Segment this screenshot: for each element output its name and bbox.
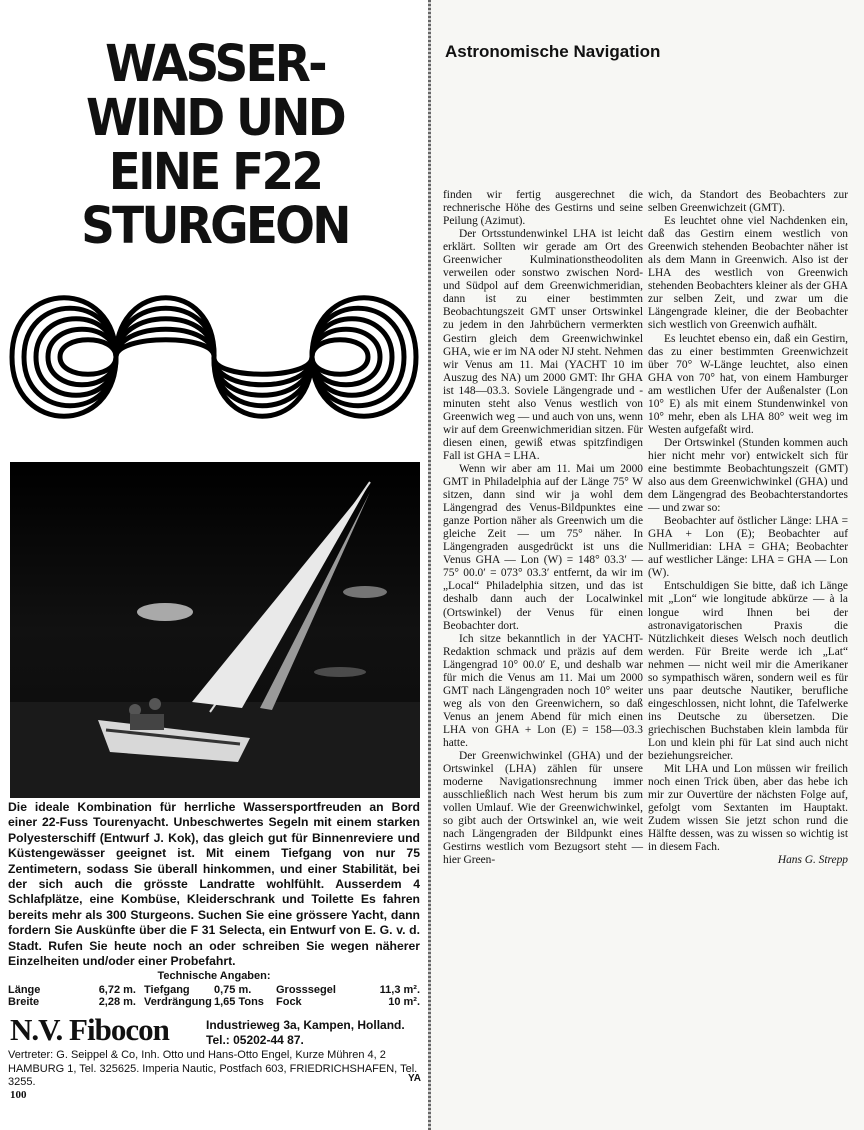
headline-line-3: EINE F22 <box>108 143 322 202</box>
paragraph: Es leuchtet ohne viel Nachdenken ein, daß das Gestirn einem westlich von Greenwich stehenden Beobachter näher ist als dem Mann in Greenwich. Also ist der LHA des westlich von Greenwich stehenden Beobachters kleiner als der GHA zur selben Zeit, und zwar um die Längengrade kleiner, die der Beobachter sich westlich von Greenwich aufhält. <box>648 215 848 332</box>
author-signature: Hans G. Strepp <box>777 854 848 867</box>
table-row <box>8 984 420 996</box>
paragraph: Der Greenwichwinkel (GHA) und der Ortswinkel (LHA) zählen für unsere moderne Navigationsrechnung immer ausschließlich nach West herum bis zum vollen Umlauf. Wie der Greenwichwinkel, so gibt auch der Ortswinkel an, wie weit nach Längengraden der Bildpunkt eines Gestirns westlich vom Bezugsort steht — hier Green- <box>443 750 643 867</box>
advert-headline <box>30 35 400 256</box>
brand-phone: Tel.: 05202-44 87. <box>206 1033 304 1047</box>
paragraph: Der Ortsstundenwinkel LHA ist leicht erklärt. Sollten wir gerade am Ort des Greenwicher Kulminationstheodoliten verweilen oder sonstwo zwischen Nord- und Südpol auf dem Greenwichmeridian, dann ist zu einer bestimmten Beobachtungszeit GMT unser Ortswinkel zu jedem in den Jahrbüchern vermerkten Gestirn gleich dem Greenwichwinkel GHA, wie er im NA oder NJ steht. Nehmen wir Venus am 11. Mai (YACHT 10 im Auszug des NA) um 2000 GMT: Ihr GHA ist 148—03.3. Soviele Längengrade und -minuten steht also Venus westlich von Greenwich weg — und auch von uns, wenn wir auf dem Greenwichmeridian sitzen. Für diesen einen, gewiß etwas spitzfindigen Fall ist GHA = LHA. <box>443 228 643 462</box>
paragraph: finden wir fertig ausgerechnet die rechnerische Höhe des Gestirns und seine Peilung (Azimut). <box>443 189 643 228</box>
spec-value: 0,75 m. <box>214 984 252 996</box>
spec-value: 10 m². <box>388 996 420 1008</box>
headline-line-4: STURGEON <box>81 197 349 256</box>
sailboat-photo <box>10 462 420 798</box>
advert-description: Die ideale Kombination für herrliche Wassersportfreuden an Bord einer 22-Fuss Tourenyacht. Unbeschwertes Segeln mit einem starken Polyesterschiff (Entwurf J. Kok), das gleich gut für Binnenreviere und Küstengewässer geeignet ist. Mit einem Tiefgang von nur 75 Zentimetern, sodass Sie überall hinkommen, und einer Stabilität, bei der sich auch die grösste Landratte wohlfühlt. Ausserdem 4 Schlafplätze, eine Kombüse, Kleiderschrank und Toilette Es fahren bereits mehr als 300 Sturgeons. Suchen Sie eine grössere Yacht, dann fordern Sie Auskünfte über die F 31 Selecta, ein Entwurf von E. G. v. d. Stadt. Rufen Sie heute noch an oder schreiben Sie wegen näherer Einzelheiten und/oder einer Probefahrt. <box>8 800 420 969</box>
spec-value: 2,28 m. <box>98 996 136 1008</box>
headline-line-2: WIND UND <box>85 89 345 148</box>
paragraph: Entschuldigen Sie bitte, daß ich Länge mit „Lon“ wie longitude abkürze — à la longue wird Ihnen bei der astronavigatorischen Praxis die Nützlichkeit dieses Welsch noch deutlich werden. Für Breite werde ich „Lat“ nehmen — nicht weil mir die Amerikaner so sympathisch wären, sondern weil es für uns paar deutsche Nautiker, berufliche eingeschlossen, nicht lohnt, die Tafelwerke ins Deutsche zu übersetzen. Die griechischen Buchstaben klein lambda für Lon und klein phi für Lat sind auch nicht beziehungsreicher. <box>648 580 848 763</box>
spec-label: Länge <box>8 984 41 996</box>
article-column-1 <box>443 189 643 867</box>
section-title: Astronomische Navigation <box>445 42 661 61</box>
page-gutter <box>428 0 431 1130</box>
paragraph: Ich sitze bekanntlich in der YACHT-Redaktion schmack und präzis auf dem Längengrad 10° 00.0′ E, und deshalb war für mich die Venus am 11. Mai um 2000 GMT nach Längengraden noch 10° weiter weg als von den Greenwichern, so daß Venus an jenem Abend für mich einen LHA von GHA + Lon (E) = 158—03.3 hatte. <box>443 632 643 749</box>
brand-address: Industrieweg 3a, Kampen, Holland. <box>206 1018 405 1032</box>
spec-label: Grosssegel <box>276 984 336 996</box>
tech-specs-title: Technische Angaben: <box>157 970 271 982</box>
spec-value: 11,3 m². <box>379 984 420 996</box>
spec-label: Verdrängung <box>144 996 212 1008</box>
brand-name: N.V. Fibocon <box>10 1012 169 1047</box>
paragraph: Der Ortswinkel (Stunden kommen auch hier nicht mehr vor) entwickelt sich für eine bestimmte Beobachtungszeit (GMT) also aus dem Greenwichwinkel (GHA) und dem Längengrad des Beobachterstandortes — und zwar so: <box>648 436 848 515</box>
infinity-stripes-logo <box>8 258 420 456</box>
paragraph: Wenn wir aber am 11. Mai um 2000 GMT in Philadelphia auf der Länge 75° W sitzen, dann sind wir ja wohl dem Längengrad des Venus-Bildpunktes eine ganze Portion näher als Greenwich um die gleiche Zeit — um 75° näher. In Längengraden ausgedrückt ist uns die Venus GHA — Lon (W) = 148° 03.3′ — 75° 00.0′ = 073° 03.3′ entfernt, da wir im „Local“ Philadelphia sitzen, und das ist deshalb dann auch der Localwinkel (Ortswinkel) der Venus für einen Beobachter dort. <box>443 462 643 632</box>
spec-value: 6,72 m. <box>98 984 136 996</box>
spec-label: Fock <box>276 996 302 1008</box>
paragraph: wich, da Standort des Beobachters zur selben Greenwichzeit (GMT). <box>648 189 848 215</box>
page-number: 100 <box>10 1089 27 1101</box>
paragraph: Mit LHA und Lon müssen wir freilich noch einen Trick üben, aber das hebe ich mir zur Ouvertüre der nächsten Folge auf, gefolgt vom Sextanten im Hauptakt. Zudem wissen Sie jetzt schon rund die Hälfte dessen, was zu wissen so wichtig ist in diesem Fach. <box>648 763 848 854</box>
paragraph: Beobachter auf östlicher Länge: LHA = GHA + Lon (E); Beobachter auf Nullmeridian: LHA = GHA; Beobachter auf westlicher Länge: LHA = GHA — Lon (W). <box>648 515 848 580</box>
spec-label: Tiefgang <box>144 984 190 996</box>
spec-label: Breite <box>8 996 40 1008</box>
advert-representatives: Vertreter: G. Seippel & Co, Inh. Otto und Hans-Otto Engel, Kurze Mühren 4, 2 HAMBURG 1, Tel. 325625. Imperia Nautic, Postfach 603, FRIEDRICHSHAFEN, Tel. 3255. <box>8 1049 418 1089</box>
tech-specs-table <box>8 984 420 1008</box>
spec-value: 1,65 Tons <box>214 996 264 1008</box>
yacht-mark: YA <box>408 1073 421 1084</box>
brand-contact <box>206 1018 405 1048</box>
advert-panel <box>0 0 428 1130</box>
paragraph: Es leuchtet ebenso ein, daß ein Gestirn, das zu einer bestimmten Greenwichzeit über 70° W-Länge leuchtet, also einen GHA von 70° hat, von einem Hamburger am westlichen Ufer der Außenalster (Lon 10° E) als mit einem Stundenwinkel von 10° mehr, eben als LHA 80° weit weg im Westen aufgefaßt wird. <box>648 332 848 436</box>
article-column-2 <box>648 189 848 867</box>
headline-line-1: WASSER- <box>105 35 325 94</box>
table-row <box>8 996 420 1008</box>
